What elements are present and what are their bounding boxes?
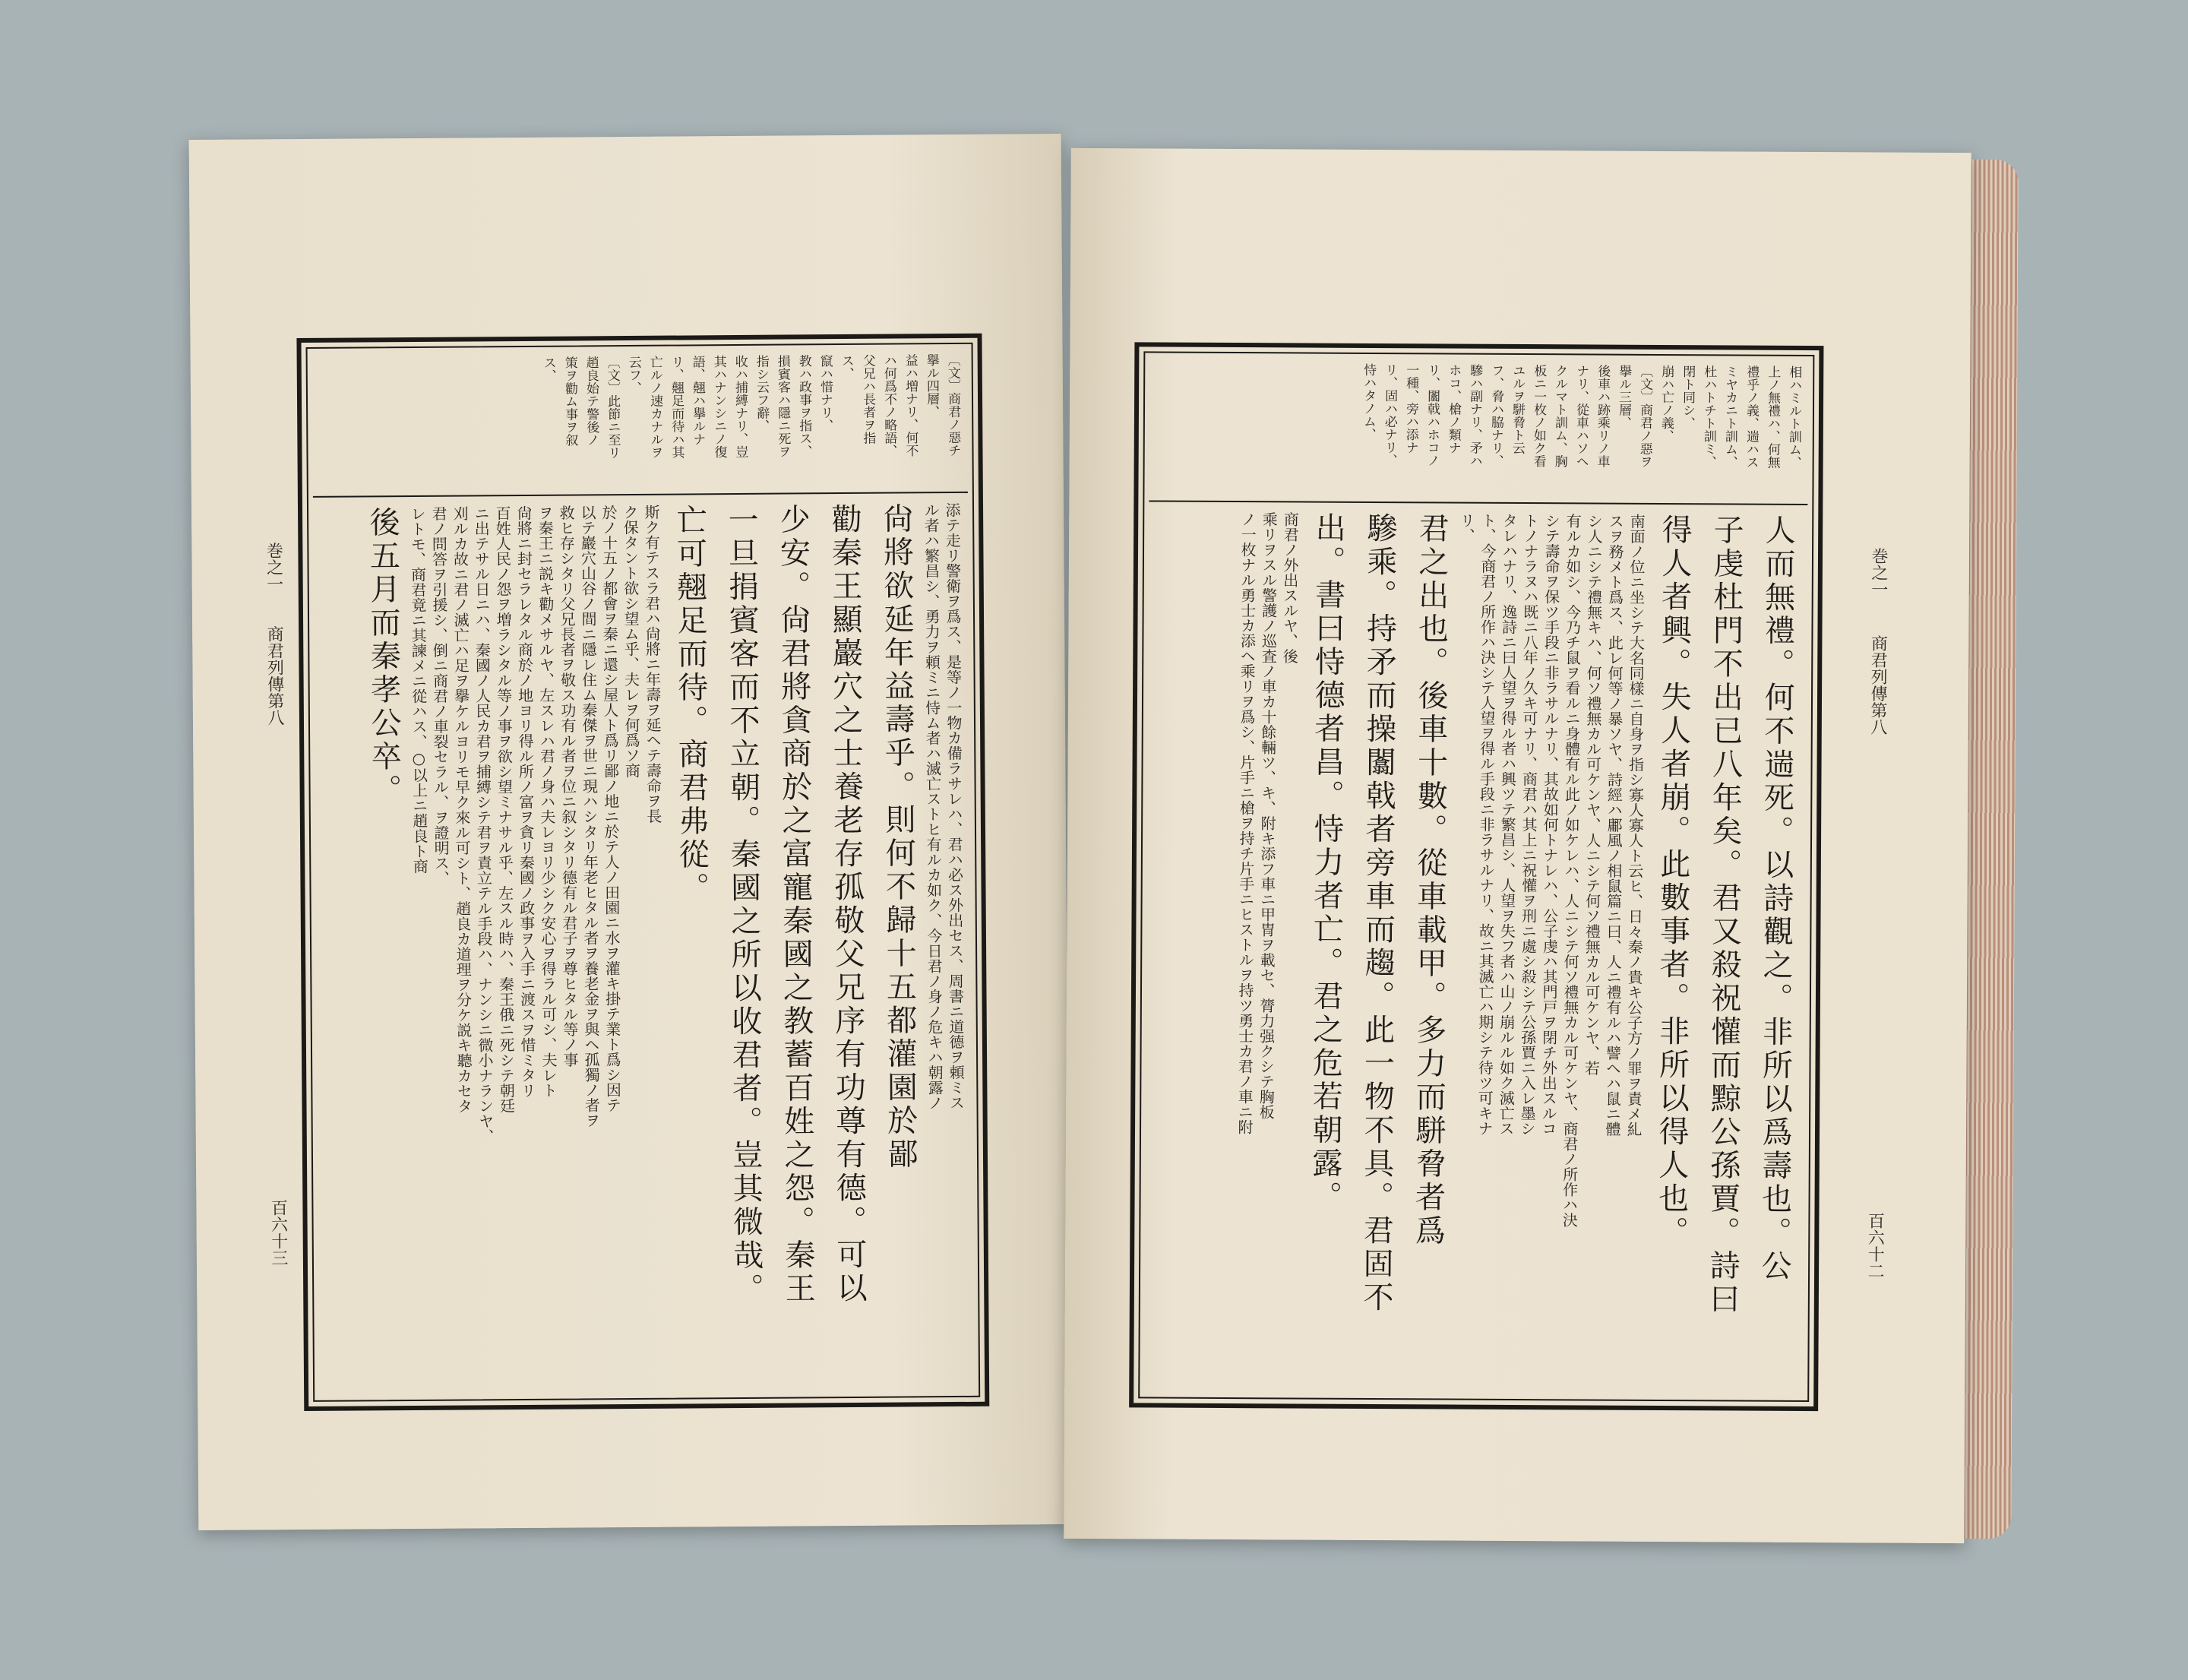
commentary-column: レトモ、商君竟ニ其諫メニ從ハス、○以上ニ趙良ト商: [407, 505, 429, 875]
headnote-line: ス、: [540, 356, 556, 382]
commentary-column: 斯ク有テスラ君ハ尙將ニ年壽ヲ延ヘテ壽命ヲ長: [641, 504, 662, 824]
classical-text-column: 君之出也。後車十數。從車載甲。多力而駢脅者爲: [1410, 512, 1450, 1248]
headnote-line: クルマト訓ム、胸: [1551, 364, 1568, 468]
left-page: [189, 134, 1071, 1530]
commentary-column: ク保タント欲シ望ム乎、夫レヲ何爲ソ商: [620, 504, 641, 779]
headnote-line: 教ハ政事ヲ指ス、: [795, 354, 812, 458]
headnote-line: 驂ハ副ナリ、矛ハ: [1466, 363, 1483, 467]
right-text-frame: [1129, 342, 1823, 1411]
classical-text-column: 人而無禮。何不遄死。以詩觀之。非所以爲壽也。公: [1756, 514, 1796, 1283]
headnote-line: ス、: [838, 353, 854, 381]
headnote-line: 趙良始テ警後ノ: [583, 356, 599, 447]
headnote-line: 擧ル三層、: [1615, 364, 1632, 429]
left-headnotes: [312, 349, 968, 498]
commentary-column: トノナラヌハ既ニ八年ノ久キ可ナリ、商君ハ其上ニ祝懽ヲ刑ニ處シ殺シテ公孫賈ニ入レ墨シ: [1517, 513, 1540, 1137]
headnote-line: 〔文〕商君ノ惡ヲ: [1636, 364, 1653, 468]
commentary-column: 救ヒ存シタリ父兄長者ヲ敬ス功有ル者ヲ位ニ叙シタリ德有ル君子ヲ尊ヒタル等ノ事: [556, 505, 580, 1068]
left-text-frame: [296, 334, 989, 1411]
left-running-title: 商君列傳第八: [264, 625, 285, 726]
classical-text-column: 出。書曰恃德者昌。恃力者亡。君之危若朝露。: [1307, 511, 1346, 1214]
left-running-volume: 巻之一: [264, 542, 283, 593]
left-page-number: 百六十三: [268, 1199, 288, 1267]
headnote-line: リ、固ハ必ナリ、: [1381, 363, 1398, 467]
right-page-number: 百六十二: [1865, 1212, 1885, 1280]
headnote-line: 益ハ増ナリ、何不: [902, 353, 919, 457]
classical-text-column: 驂乘。持矛而操闟戟者旁車而趨。此一物不具。君固不: [1358, 511, 1398, 1315]
headnote-line: 崩ハ亡ノ義、: [1658, 364, 1674, 443]
commentary-column: ノ一枚ナル勇士カ添ヘ乘リヲ爲シ、片手ニ槍ヲ持チ片手ニヒストルヲ持ツ勇士カ君ノ車ニ附: [1235, 511, 1257, 1135]
headnote-line: 〔文〕商君ノ惡チ: [944, 353, 961, 457]
headnote-line: 閉ト同シ、: [1679, 365, 1696, 430]
commentary-column: シ人ニシテ禮無キハ、何ソ禮無カル可ケンヤ、人ニシテ何ソ禮無カル可ケンヤ、若: [1582, 513, 1604, 1076]
headnote-line: リ、闟戟ハホコノ: [1424, 363, 1440, 467]
commentary-column: 尙將ニ封セラレタル商於ノ地ヨリ得ル所ノ富ヲ貪リ秦國ノ政事ヲ入手ニ渡スヲ惜ミタリ: [514, 505, 537, 1099]
classical-text-column: 後五月而秦孝公卒。: [364, 506, 402, 808]
headnote-line: 擧ル四層、: [923, 353, 940, 419]
classical-text-column: 亡可翹足而待。商君弗從。: [671, 504, 710, 906]
commentary-column: ト、今商君ノ所作ハ決シテ人望ヲ得ル手段ニ非ラサルナリ、故ニ其滅亡ハ期シテ待ツ可キナ: [1475, 512, 1497, 1136]
headnote-line: 收ハ捕縛ナリ、豈: [732, 354, 748, 459]
classical-text-column: 尙將欲延年益壽乎。則何不歸十五都灌園於鄙: [877, 502, 919, 1172]
commentary-column: シテ壽命ヲ保ツ手段ニ非ラサルナリ、其故如何トナレハ、公子虔ハ其門戸ヲ閉チ外出スルコ: [1538, 513, 1561, 1137]
headnote-line: 竄ハ惜ナリ、: [817, 354, 833, 432]
headnote-line: 一種、旁ハ添ナ: [1402, 363, 1419, 454]
headnote-line: 相ハミルト訓ム、: [1785, 365, 1802, 469]
headnote-line: 云フ、: [625, 355, 641, 395]
classical-text-column: 子虔杜門不出已八年矣。君又殺祝懽而黥公孫賈。詩曰: [1704, 514, 1744, 1317]
headnote-line: 〔文〕此節ニ至リ: [604, 356, 621, 460]
right-headnotes: [1149, 357, 1808, 505]
headnote-line: 其ハナンシニノ復: [710, 355, 727, 459]
headnote-line: 杜ハトチト訓ミ、: [1700, 365, 1717, 469]
commentary-column: スヲ務メト爲ス、此レ何等ノ暴ソヤ、詩經ハ鄘風ノ相鼠篇ニ曰、人ニ禮有ルハ譬ヘハ鼠ニ體: [1602, 513, 1625, 1137]
headnote-line: ミヤカニト訓ム、: [1722, 365, 1738, 469]
commentary-column: 君ノ問答ヲ引援シ、倒ニ商君ノ車裂セラル、ヲ證明ス、: [428, 505, 451, 886]
commentary-column: ル者ハ繁昌シ、勇力ヲ頼ミニ恃ム者ハ滅亡ストヒ有ルカ如ク、今日君ノ身ノ危キハ朝露ノ: [921, 502, 944, 1111]
headnote-line: 上ノ無禮ハ、何無: [1764, 365, 1781, 469]
headnote-line: 板ニ一枚ノ如ク看: [1530, 364, 1547, 468]
commentary-column: 於ノ十五ノ都會ヲ秦ニ還シ屋人ト爲リ鄙ノ地ニ於テ人ノ田園ニ水ヲ灌キ掛テ業ト爲シ因テ: [599, 505, 622, 1113]
headnote-line: リ、翹足而待ハ其: [668, 355, 685, 459]
commentary-column: 商君ノ外出スルヤ、後: [1280, 511, 1300, 664]
headnote-line: フ、脅ハ脇ナリ、: [1488, 363, 1504, 467]
commentary-column: 刈ルカ故ニ君ノ滅亡ハ足ヲ擧ケルヨリモ早ク來ル可シト、趙良カ道理ヲ分ケ説キ聽カセタ: [450, 505, 473, 1114]
headnote-line: 指シ云フ辭、: [753, 354, 770, 432]
headnote-line: 恃ハタノム、: [1360, 362, 1377, 441]
headnote-line: 禮乎ノ義、遄ハス: [1743, 365, 1760, 469]
commentary-column: 南面ノ位ニ坐シテ大名同樣ニ自身ヲ指シ寡人寡人ト云ヒ、日々秦ノ貴キ公子方ノ罪ヲ責メ糺: [1624, 513, 1646, 1137]
right-running-title: 商君列傳第八: [1867, 634, 1888, 736]
commentary-column: 添テ走リ警衛ヲ爲ス、是等ノ一物カ備ラサレハ、君ハ必ス外出セス、周書ニ道德ヲ頼ミス: [942, 501, 966, 1111]
classical-text-column: 勸秦王顯巖穴之士養老存孤敬父兄序有功尊有德。可以: [826, 502, 868, 1306]
right-body-text: [1144, 503, 1807, 1396]
commentary-column: タレハナリ、逸詩ニ曰人望ヲ得ル者ハ興ツテ繁昌シ、人望ヲ失フ者ハ山ノ崩ルル如ク滅亡ス: [1497, 512, 1519, 1136]
headnote-line: ホコ、槍ノ類ナ: [1445, 363, 1462, 454]
commentary-column: ニ出テサル日ニハ、秦國ノ人民カ君ヲ捕縛シテ君ヲ責立テル手段ハ、ナンシニ微小ナランヤ、: [471, 505, 495, 1144]
right-page: [1064, 148, 1971, 1543]
commentary-column: 百姓人民ノ怨ヲ増ラシタル等ノ事ヲ欲シ望ミナサル乎、左スル時ハ、秦王俄ニ死シテ朝廷: [492, 505, 516, 1114]
headnote-line: 策ヲ勸ム事ヲ叙: [561, 356, 578, 447]
headnote-line: 語、翹ハ擧ルナ: [689, 355, 706, 446]
commentary-column: 有ルカ如シ、今乃チ鼠ヲ看ルニ身體有ル此ノ如ケレハ、人ニシテ何ソ禮無カル可ケンヤ、商君ノ所作ハ決: [1560, 513, 1583, 1228]
left-body-text: [313, 495, 974, 1396]
classical-text-column: 少安。尙君將貪商於之富寵秦國之教蓄百姓之怨。秦王: [774, 503, 816, 1306]
commentary-column: ヲ秦王ニ説キ勸メサルヤ、左スレハ君ノ身ハ夫レヨリ少シク安心ヲ得ラル可シ、夫レト: [535, 505, 558, 1098]
commentary-column: 乘リヲスル警護ノ巡査ノ車カ十餘輛ツ、キ、附キ添フ車ニ甲冑ヲ載セ、膂力强クシテ胸板: [1257, 511, 1279, 1120]
headnote-line: 後車ハ跡乘リノ車: [1594, 364, 1611, 468]
classical-text-column: 一旦捐賓客而不立朝。秦國之所以收君者。豈其微哉。: [722, 503, 764, 1307]
commentary-column: リ、: [1457, 512, 1476, 543]
classical-text-column: 得人者興。失人者崩。此數事者。非所以得人也。: [1653, 513, 1693, 1250]
headnote-line: 損賓客ハ隱ニ死ヲ: [774, 354, 791, 458]
headnote-line: ナリ、從車ハソヘ: [1573, 364, 1589, 468]
commentary-column: 以テ巖穴山谷ノ間ニ隱レ住ム秦傑ヲ世ニ現ハシタリ年老ヒタル者ヲ養老金ヲ與ヘ孤獨ノ者ヲ: [577, 505, 601, 1128]
headnote-line: ハ何爲不ノ略語、: [881, 353, 897, 457]
right-running-volume: 巻之一: [1868, 547, 1889, 598]
headnote-line: 父兄ハ長者ヲ指: [859, 353, 876, 445]
headnote-line: ユルヲ駢脅ト云: [1509, 363, 1526, 455]
headnote-line: 亡ルノ速カナルヲ: [647, 355, 663, 459]
